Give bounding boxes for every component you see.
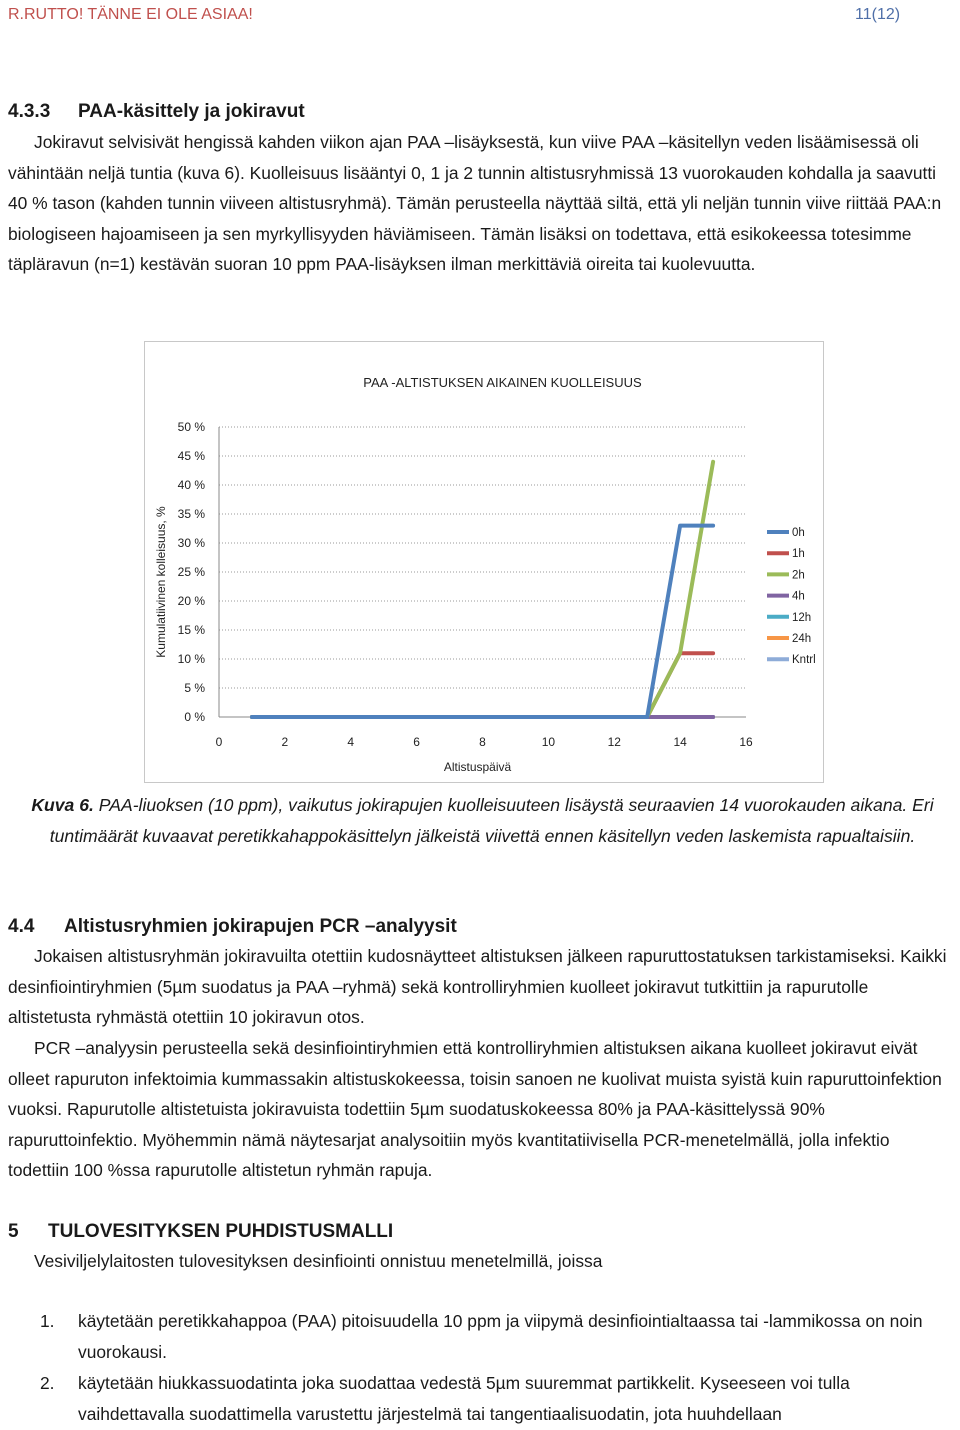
- legend-label: 0h: [792, 527, 805, 539]
- section-number: 4.3.3: [8, 101, 51, 122]
- x-tick-label: 2: [281, 735, 289, 749]
- legend-label: 24h: [792, 633, 812, 645]
- y-tick-label: 20 %: [177, 594, 205, 608]
- y-tick-label: 5 %: [184, 681, 205, 695]
- paragraph-4-4-b: [8, 1033, 953, 1186]
- y-tick-label: 0 %: [184, 710, 205, 724]
- y-tick-label: 10 %: [177, 652, 205, 666]
- x-tick-label: 16: [739, 735, 753, 749]
- y-tick-label: 45 %: [177, 449, 205, 463]
- section-number: 5: [8, 1221, 19, 1242]
- paragraph-text: Vesiviljelylaitosten tulovesityksen desinfiointi onnistuu menetelmillä, joissa: [34, 1251, 603, 1271]
- x-tick-label: 4: [347, 735, 355, 749]
- section-heading-4-4: [8, 916, 457, 938]
- legend-label: 2h: [792, 569, 805, 582]
- paragraph-text: Jokiravut selvisivät hengissä kahden viikon ajan PAA –lisäyksestä, kun viive PAA –käsitellyn veden lisäämisessä oli vähintään neljä tuntia (kuva 6). Kuolleisuus lisääntyi 0, 1 ja 2 tunnin altistusryhmissä 13 vuorokauden kohdalla ja saavutti 40 % tason (kahden tunnin viiveen altistusryhmä). Tämän perusteella näyttää siltä, että yli neljän tunnin viive riittää PAA:n biologiseen hajoamiseen ja sen myrkyllisyyden häviämiseen. Tämän lisäksi on todettava, että esikokeessa totesimme täpläravun (n=1) kestävän suoran 10 ppm PAA-lisäyksen ilman merkittäviä oireita tai kuolevuutta.: [8, 132, 942, 275]
- section-number: 4.4: [8, 916, 35, 937]
- paragraph-5: [8, 1246, 953, 1277]
- series-line: [252, 462, 713, 717]
- legend-label: 4h: [792, 590, 805, 603]
- x-tick-label: 6: [413, 735, 420, 749]
- legend-label: 12h: [792, 611, 812, 624]
- paragraph-text: PCR –analyysin perusteella sekä desinfiointiryhmien että kontrolliryhmien altistuksen aikana kuolleet jokiravut eivät olleet rapuruton infektoimia kummassakin altistuskokeessa, toisin sanoen ne kuolivat muista syistä kuin rapuruttoinfektion vuoksi. Rapurutolle altistetuista jokiravuista todettiin 5µm suodatuskokeessa 80% ja PAA-käsittelyssä 90% rapuruttoinfektio. Myöhemmin nämä näytesarjat analysoitiin myös kvantitatiivisella PCR-menetelmällä, jolla infektio todettiin 100 %ssa rapurutolle altistetun ryhmän rapuja.: [8, 1038, 942, 1181]
- x-tick-label: 14: [673, 735, 687, 749]
- paragraph-4-4-a: [8, 941, 953, 1033]
- mortality-chart: [145, 342, 825, 784]
- list-item-text: käytetään peretikkahappoa (PAA) pitoisuudella 10 ppm ja viipymä desinfiointialtaassa tai -lammikossa on noin vuorokausi.: [78, 1311, 923, 1362]
- caption-text: PAA-liuoksen (10 ppm), vaikutus jokirapujen kuolleisuuteen lisäystä seuraavien 14 vuorokauden aikana. Eri tuntimäärät kuvaavat peretikkahappokäsittelyn jälkeistä viivettä ennen käsitellyn veden laskemista rapualtaisiin.: [49, 795, 934, 846]
- series-line: [252, 653, 713, 717]
- list-item-number: 2.: [40, 1373, 55, 1393]
- section-title: TULOVESITYKSEN PUHDISTUSMALLI: [48, 1221, 394, 1242]
- paragraph-text: Jokaisen altistusryhmän jokiravuilta otettiin kudosnäytteet altistuksen jälkeen rapuruttostatuksen tarkistamiseksi. Kaikki desinfiointiryhmien (5µm suodatus ja PAA –ryhmä) sekä kontrolliryhmien kuolleet jokiravut tutkittiin ja rapurutolle altistetusta ryhmästä otettiin 10 jokiravun otos.: [8, 946, 947, 1028]
- y-tick-label: 35 %: [177, 507, 205, 521]
- caption-label: Kuva 6.: [31, 795, 94, 815]
- page-number: 11(12): [855, 6, 901, 23]
- figure-caption: [10, 790, 955, 852]
- list-item: [8, 1306, 953, 1368]
- numbered-list: [8, 1306, 953, 1430]
- list-item-text: käytetään hiukkassuodatinta joka suodattaa vedestä 5µm suuremmat partikkelit. Kyseeseen voi tulla vaihdettavalla suodattimella varustettu järjestelmä tai tangentiaalisuodatin, jota huuhdellaan: [78, 1373, 850, 1424]
- legend-label: Kntrl: [792, 654, 816, 667]
- y-tick-label: 30 %: [177, 536, 205, 550]
- list-item: [8, 1368, 953, 1430]
- section-title: Altistusryhmien jokirapujen PCR –analyysit: [64, 916, 457, 937]
- y-tick-label: 40 %: [177, 478, 205, 492]
- y-tick-label: 50 %: [177, 420, 205, 434]
- paragraph-4-3-3: [8, 127, 953, 280]
- header-left-text: R.RUTTO! TÄNNE EI OLE ASIAA!: [8, 6, 253, 23]
- section-heading-5: [8, 1221, 393, 1243]
- y-axis-label: Kumulatiivinen kolleisuus, %: [154, 506, 168, 658]
- legend-label: 1h: [792, 548, 805, 561]
- y-tick-label: 25 %: [177, 565, 205, 579]
- x-tick-label: 8: [479, 735, 486, 749]
- x-tick-label: 12: [607, 735, 621, 749]
- list-item-number: 1.: [40, 1311, 55, 1331]
- section-title: PAA-käsittely ja jokiravut: [78, 101, 305, 122]
- section-heading-4-3-3: [8, 101, 305, 123]
- x-tick-label: 10: [541, 735, 556, 749]
- chart-container: [144, 341, 824, 783]
- chart-title: PAA -ALTISTUKSEN AIKAINEN KUOLLEISUUS: [363, 375, 642, 390]
- x-tick-label: 0: [215, 735, 223, 749]
- y-tick-label: 15 %: [177, 623, 205, 637]
- x-axis-label: Altistuspäivä: [443, 760, 512, 774]
